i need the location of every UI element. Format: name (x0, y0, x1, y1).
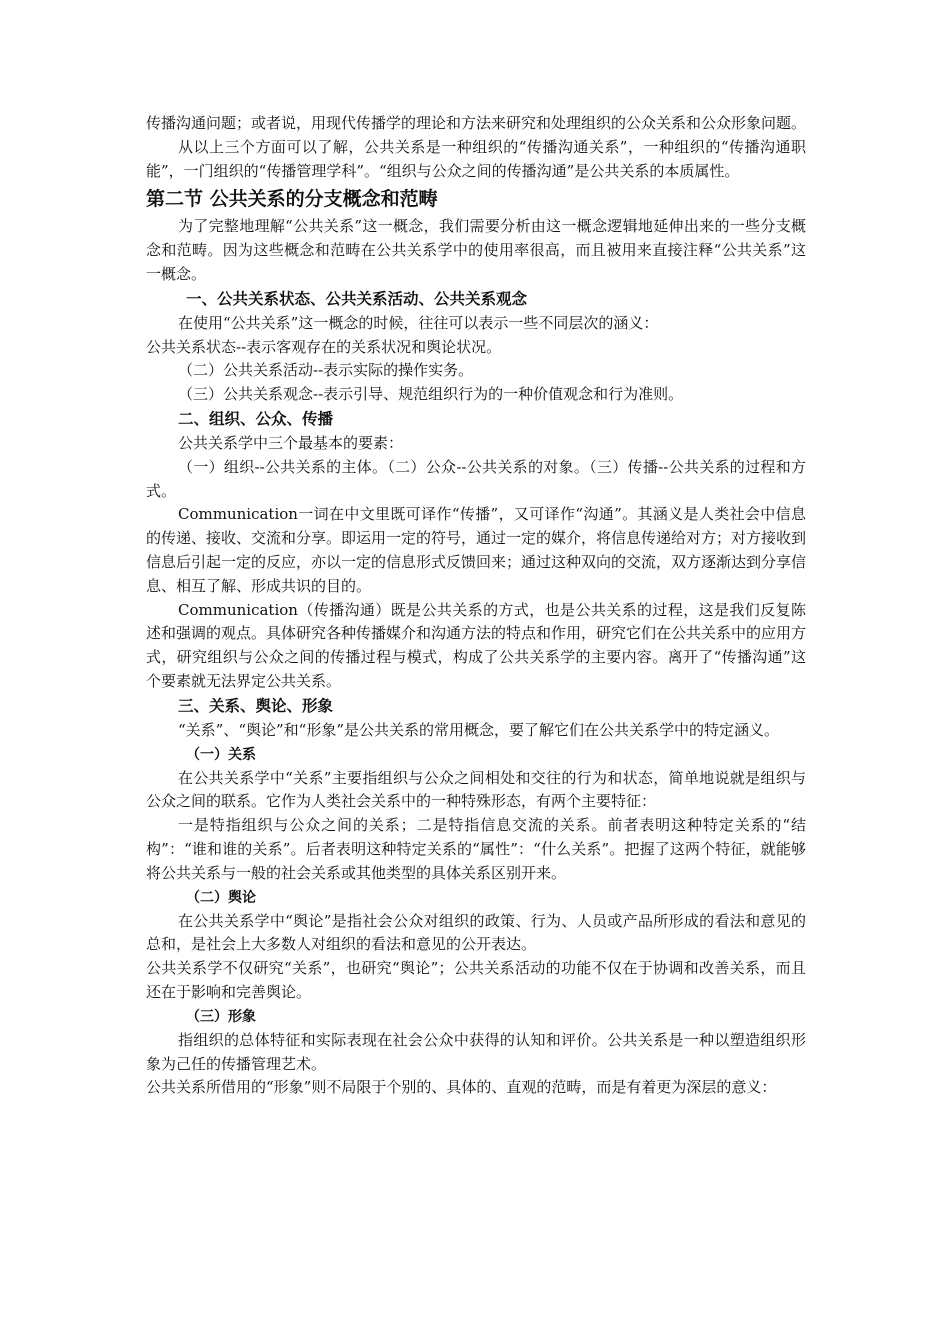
subheading-image: （三）形象 (186, 1008, 256, 1025)
paragraph: Communication一词在中文里既可译作“传播”，又可译作“沟通”。其涵义是人类社会中信息的传递、接收、交流和分享。即运用一定的符号，通过一定的媒介，将信息传递给对方；对方接收到信息后引起一定的反应，亦以一定的信息形式反馈回来；通过这种双向的交流，双方逐渐达到分享信息、相互了解、形成共识的目的。 (146, 505, 807, 595)
paragraph: “关系”、“舆论”和“形象”是公共关系的常用概念，要了解它们在公共关系学中的特定涵义。 (178, 720, 780, 739)
paragraph: 指组织的总体特征和实际表现在社会公众中获得的认知和评价。公共关系是一种以塑造组织形象为己任的传播管理艺术。 (146, 1030, 806, 1073)
subheading-relation: （一）关系 (186, 746, 256, 763)
subheading-opinion: （二）舆论 (186, 889, 256, 906)
paragraph: （二）公共关系活动--表示实际的操作实务。 (178, 361, 474, 380)
paragraph: 公共关系状态--表示客观存在的关系状况和舆论状况。 (146, 337, 502, 356)
paragraph: Communication（传播沟通）既是公共关系的方式，也是公共关系的过程，这是我们反复陈述和强调的观点。具体研究各种传播媒介和沟通方法的特点和作用，研究它们在公共关系中的应用方式，研究组织与公众之间的传播过程与模式，构成了公共关系学的主要内容。离开了“传播沟通”这个要素就无法界定公共关系。 (146, 600, 807, 690)
paragraph: 一是特指组织与公众之间的关系；二是特指信息交流的关系。前者表明这种特定关系的“结构”：“谁和谁的关系”。后者表明这种特定关系的“属性”：“什么关系”。把握了这两个特征，就能够将公共关系与一般的社会关系或其他类型的具体关系区别开来。 (146, 816, 806, 882)
heading-three: 三、关系、舆论、形象 (178, 696, 334, 715)
paragraph: 公共关系所借用的“形象”则不局限于个别的、具体的、直观的范畴，而是有着更为深层的意义： (146, 1078, 777, 1097)
paragraph: 在公共关系学中“关系”主要指组织与公众之间相处和交往的行为和状态，简单地说就是组织与公众之间的联系。它作为人类社会关系中的一种特殊形态，有两个主要特征： (146, 768, 806, 811)
paragraph: 公共关系学不仅研究“关系”，也研究“舆论”；公共关系活动的功能不仅在于协调和改善关系，而且还在于影响和完善舆论。 (146, 959, 806, 1001)
paragraph: 为了完整地理解“公共关系”这一概念，我们需要分析由这一概念逻辑地延伸出来的一些分支概念和范畴。因为这些概念和范畴在公共关系学中的使用率很高，而且被用来直接注释“公共关系”这一概念。 (146, 217, 806, 283)
section-title: 第二节 公共关系的分支概念和范畴 (146, 188, 438, 211)
paragraph: 传播沟通问题；或者说，用现代传播学的理论和方法来研究和处理组织的公众关系和公众形象问题。 (146, 114, 807, 132)
heading-one: 一、公共关系状态、公共关系活动、公共关系观念 (186, 289, 528, 308)
paragraph: （三）公共关系观念--表示引导、规范组织行为的一种价值观念和行为准则。 (178, 385, 684, 404)
paragraph: 在公共关系学中“舆论”是指社会公众对组织的政策、行为、人员或产品所形成的看法和意见的总和，是社会上大多数人对组织的看法和意见的公开表达。 (146, 911, 806, 954)
paragraph: （一）组织--公共关系的主体。（二）公众--公共关系的对象。（三）传播--公共关系的过程和方式。 (146, 457, 806, 500)
paragraph: 从以上三个方面可以了解，公共关系是一种组织的“传播沟通关系”，一种组织的“传播沟通职能”，一门组织的“传播管理学科”。“组织与公众之间的传播沟通”是公共关系的本质属性。 (146, 137, 806, 180)
heading-two: 二、组织、公众、传播 (178, 409, 334, 428)
paragraph: 在使用“公共关系”这一概念的时候，往往可以表示一些不同层次的涵义： (178, 313, 659, 332)
paragraph: 公共关系学中三个最基本的要素： (178, 433, 404, 452)
document-page (146, 112, 806, 1100)
